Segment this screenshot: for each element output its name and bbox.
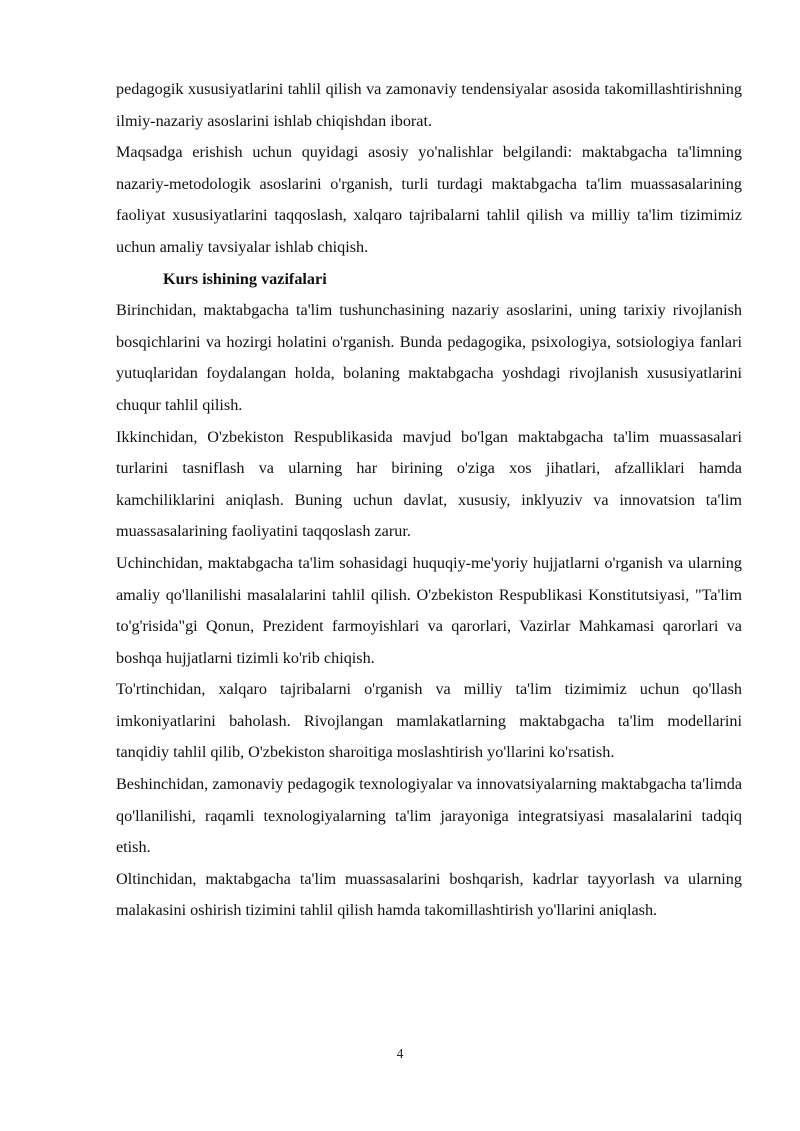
document-page [116,74,742,927]
section-heading: Kurs ishining vazifalari [163,269,327,288]
page-number: 4 [396,1046,404,1061]
paragraph-task-third: Uchinchidan, maktabgacha ta'lim sohasidagi huquqiy-me'yoriy hujjatlarni o'rganish va ularning amaliy qo'llanilishi masalalarini tahlil qilish. O'zbekiston Respublikasi Konstitutsiyasi, "Ta'lim to'g'risida"gi Qonun, Prezident farmoyishlari va qarorlari, Vazirlar Mahkamasi qarorlari va boshqa hujjatlarni tizimli ko'rib chiqish. [116,553,742,667]
paragraph-goal: Maqsadga erishish uchun quyidagi asosiy yo'nalishlar belgilandi: maktabgacha ta'limning nazariy-metodologik asoslarini o'rganish, turli turdagi maktabgacha ta'lim muassasalarining faoliyat xususiyatlarini taqqoslash, xalqaro tajribalarni tahlil qilish va milliy ta'lim tizimimiz uchun amaliy tavsiyalar ishlab chiqish. [116,143,742,256]
paragraph-task-fourth: To'rtinchidan, xalqaro tajribalarni o'rganish va milliy ta'lim tizimimiz uchun qo'llash imkoniyatlarini baholash. Rivojlangan mamlakatlarning maktabgacha ta'lim modellarini tanqidiy tahlil qilib, O'zbekiston sharoitiga moslashtirish yo'llarini ko'rsatish. [116,680,742,762]
paragraph-intro-continuation: pedagogik xususiyatlarini tahlil qilish va zamonaviy tendensiyalar asosida takomillashtirishning ilmiy-nazariy asoslarini ishlab chiqishdan iborat. [116,80,742,130]
paragraph-task-second: Ikkinchidan, O'zbekiston Respublikasida mavjud bo'lgan maktabgacha ta'lim muassasalari turlarini tasniflash va ularning har birining o'ziga xos jihatlari, afzalliklari hamda kamchiliklarini aniqlash. Buning uchun davlat, xususiy, inklyuziv va innovatsion ta'lim muassasalarining faoliyatini taqqoslash zarur. [116,427,742,541]
paragraph-task-first: Birinchidan, maktabgacha ta'lim tushunchasining nazariy asoslarini, uning tarixiy rivojlanish bosqichlarini va hozirgi holatini o'rganish. Bunda pedagogika, psixologiya, sotsiologiya fanlari yutuqlaridan foydalangan holda, bolaning maktabgacha yoshdagi rivojlanish xususiyatlarini chuqur tahlil qilish. [116,301,742,414]
paragraph-task-fifth: Beshinchidan, zamonaviy pedagogik texnologiyalar va innovatsiyalarning maktabgacha ta'limda qo'llanilishi, raqamli texnologiyalarning ta'lim jarayoniga integratsiyasi masalalarini tadqiq etish. [116,775,742,857]
paragraph-task-sixth: Oltinchidan, maktabgacha ta'lim muassasalarini boshqarish, kadrlar tayyorlash va ularning malakasini oshirish tizimini tahlil qilish hamda takomillashtirish yo'llarini aniqlash. [116,869,742,920]
